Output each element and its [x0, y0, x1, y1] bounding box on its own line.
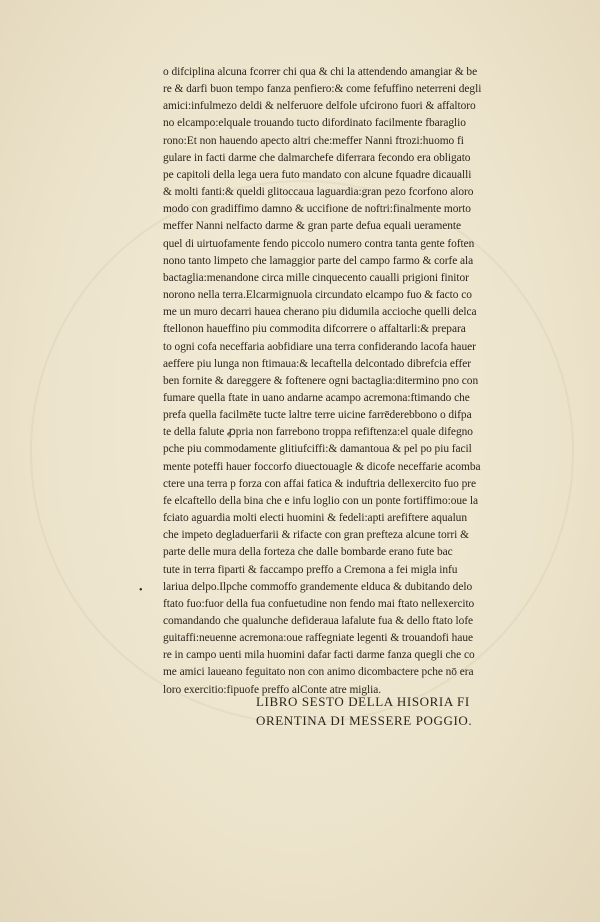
text-line: pche piu commodamente glitiufciffi:& damantoua & pel po piu facil: [163, 443, 472, 456]
text-line: re & darfi buon tempo fanza penfiero:& come fefuffino neterreni degli: [163, 83, 482, 96]
text-line: bactaglia:menandone circa mille cinquecento caualli prigioni finitor: [163, 271, 469, 284]
text-line: fumare quella ftate in uano andarne acampo acremona:ftimando che: [163, 391, 470, 404]
margin-mark: •: [139, 585, 143, 596]
text-line: me amici laueano feguitato non con animo dicombactere pche nō era: [163, 666, 474, 679]
text-line: te della falute ꝓpria non farrebono troppa refiftenza:el quale difegno: [163, 426, 473, 439]
text-line: pe capitoli della lega uera futo mandato con alcune fquadre dicaualli: [163, 168, 472, 181]
text-line: tute in terra fiparti & faccampo preffo a Cremona a fei migla infu: [163, 563, 458, 576]
text-line: no elcampo:elquale trouando tucto difordinato facilmente fbaraglio: [163, 117, 466, 130]
text-line: me un muro decarri hauea cherano piu didumila accioche quelli delca: [163, 306, 477, 319]
text-line: modo con gradiffimo damno & uccifione de noftri:finalmente morto: [163, 203, 471, 216]
text-line: ben fornite & dareggere & foftenere ogni bactaglia:ditermino pno con: [163, 374, 479, 387]
text-line: mente poteffi hauer foccorfo diuectouagle & dicofe neceffarie acomba: [163, 460, 481, 473]
text-line: nono tanto limpeto che lamaggior parte del campo farmo & corfe ala: [163, 254, 474, 267]
heading-line: LIBRO SESTO DELLA HISORIA FI: [256, 694, 470, 709]
text-line: lariua delpo.Ilpche commoffo grandemente elduca & dubitando delo: [163, 580, 473, 593]
text-line: ftato fuo:fuor della fua confuetudine non fendo mai ftato nellexercito: [163, 597, 475, 610]
text-line: to ogni cofa neceffaria aobfidiare una terra confiderando lacofa hauer: [163, 340, 476, 353]
heading-line: ORENTINA DI MESSERE POGGIO.: [256, 713, 473, 728]
chapter-heading: [256, 692, 556, 730]
text-line: o difciplina alcuna fcorrer chi qua & chi la attendendo amangiar & be: [163, 66, 478, 78]
text-line: norono nella terra.Elcarmignuola circundato elcampo fuo & facto co: [163, 289, 472, 302]
text-line: quel di uirtuofamente fendo piccolo numero contra tanta gente foften: [163, 237, 475, 250]
text-line: aeffere piu lunga non ftimaua:& lecaftella delcontado dibrefcia effer: [163, 357, 471, 370]
text-line: gulare in facti darme che dalmarchefe diferrara fecondo era obligato: [163, 151, 471, 164]
text-line: parte delle mura della forteza che dalle bombarde erano fute bac: [163, 546, 453, 559]
text-line: meffer Nanni nelfacto darme & gran parte defua equali ueramente: [163, 220, 462, 233]
text-line: ctere una terra p forza con affai fatica & induftria dellexercito fuo pre: [163, 477, 477, 490]
text-line: loro exercitio:fipuofe preffo alConte atre miglia.: [163, 683, 382, 696]
text-line: & molti fanti:& queldi glitoccaua laguardia:gran pezo fcorfono aloro: [163, 186, 474, 199]
text-line: ftellonon haueffino piu commodita difcorrere o affaltarli:& prepara: [163, 323, 466, 336]
body-text: [163, 64, 553, 699]
text-line: rono:Et non hauendo apecto altri che:meffer Nanni ftrozi:huomo fi: [163, 134, 464, 147]
text-line: comandando che qualunche defideraua lafalute fua & dello ftato lofe: [163, 615, 474, 627]
text-line: che impeto degladuerfarii & rifacte con gran prefteza alcune torri &: [163, 529, 469, 542]
text-line: amici:infulmezo deldi & nelferuore delfole ufcirono fuori & affaltoro: [163, 100, 476, 113]
text-line: fe elcaftello della bina che e infu loglio con un ponte fortiffimo:oue la: [163, 494, 478, 507]
text-line: fciato aguardia molti electi huomini & fedeli:apti arefiftere aqualun: [163, 512, 467, 525]
text-line: guitaffi:neuenne acremona:oue raffegniate legenti & trouandofi haue: [163, 632, 473, 645]
text-line: re in campo uenti mila huomini dafar facti darme fanza quegli che co: [163, 649, 475, 662]
text-line: prefa quella facilmēte tucte laltre terre uicine farrēderebbono o difpa: [163, 409, 472, 422]
